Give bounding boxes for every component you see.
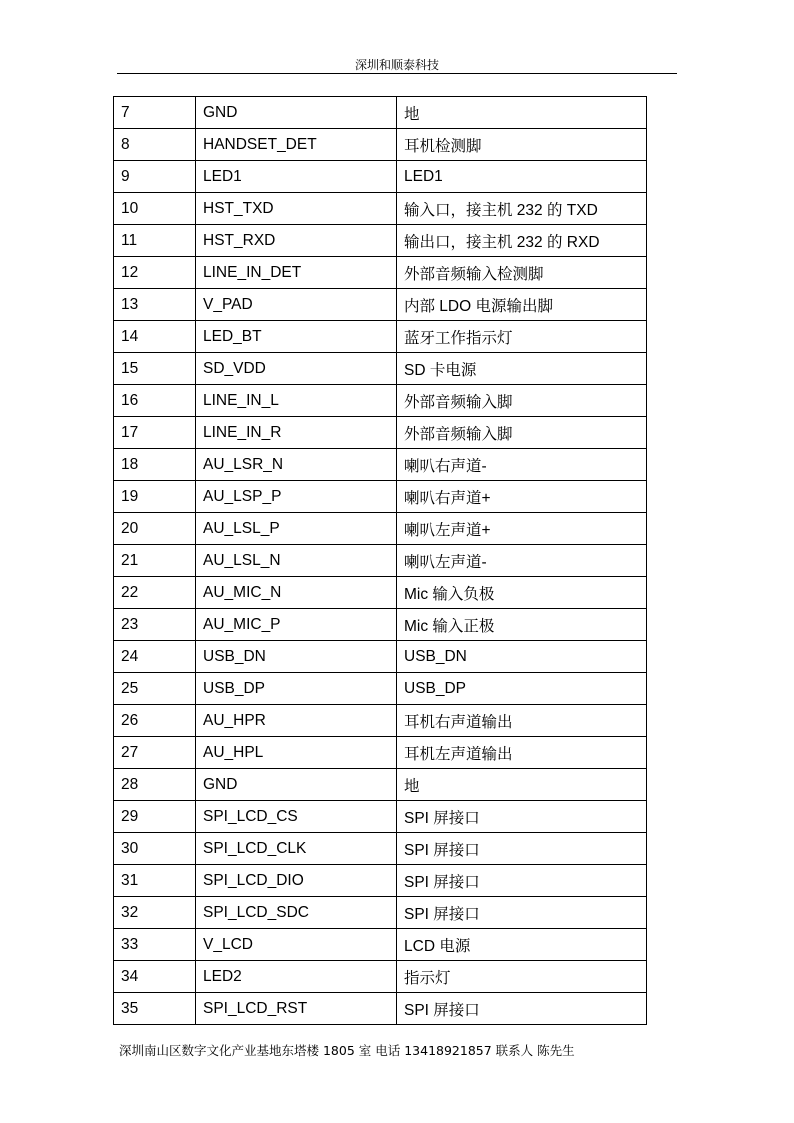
pin-number-cell: 7 [114,97,196,129]
pin-description-cell: LED1 [397,161,647,193]
table-row [114,897,647,929]
pin-name-cell: USB_DN [196,641,397,673]
header-divider [117,73,677,74]
pin-name-cell: LED2 [196,961,397,993]
table-row [114,353,647,385]
pin-description-cell: 喇叭左声道+ [397,513,647,545]
pin-number-cell: 32 [114,897,196,929]
pin-number-cell: 27 [114,737,196,769]
pin-name-cell: HST_RXD [196,225,397,257]
table-row [114,577,647,609]
pin-number-cell: 25 [114,673,196,705]
table-row [114,225,647,257]
table-row [114,545,647,577]
table-row [114,129,647,161]
table-row [114,929,647,961]
pin-number-cell: 23 [114,609,196,641]
pin-name-cell: AU_MIC_P [196,609,397,641]
pin-description-cell: 输入口，接主机 232 的 TXD [397,193,647,225]
pin-description-cell: 外部音频输入脚 [397,385,647,417]
table-row [114,801,647,833]
table-row [114,513,647,545]
pin-description-cell: 输出口，接主机 232 的 RXD [397,225,647,257]
pin-description-cell: 喇叭右声道+ [397,481,647,513]
pin-name-cell: GND [196,769,397,801]
pin-name-cell: LINE_IN_R [196,417,397,449]
pin-description-cell: Mic 输入正极 [397,609,647,641]
pin-name-cell: V_PAD [196,289,397,321]
pin-name-cell: USB_DP [196,673,397,705]
pin-table-body [114,97,647,1025]
pin-name-cell: LED_BT [196,321,397,353]
pin-name-cell: LINE_IN_L [196,385,397,417]
pin-number-cell: 33 [114,929,196,961]
pin-description-cell: 地 [397,769,647,801]
table-row [114,449,647,481]
pin-name-cell: SPI_LCD_CS [196,801,397,833]
pin-description-cell: 外部音频输入脚 [397,417,647,449]
pin-number-cell: 16 [114,385,196,417]
table-row [114,321,647,353]
pin-number-cell: 13 [114,289,196,321]
pin-name-cell: AU_HPL [196,737,397,769]
pin-name-cell: SPI_LCD_DIO [196,865,397,897]
pin-number-cell: 26 [114,705,196,737]
pin-number-cell: 10 [114,193,196,225]
pin-number-cell: 31 [114,865,196,897]
pin-description-cell: 耳机右声道输出 [397,705,647,737]
pin-number-cell: 34 [114,961,196,993]
pin-name-cell: AU_MIC_N [196,577,397,609]
pin-description-cell: 指示灯 [397,961,647,993]
table-row [114,865,647,897]
pin-description-cell: SPI 屏接口 [397,993,647,1025]
pin-table [113,96,647,1025]
pin-name-cell: AU_LSL_N [196,545,397,577]
pin-number-cell: 15 [114,353,196,385]
table-row [114,833,647,865]
table-row [114,705,647,737]
pin-description-cell: 耳机检测脚 [397,129,647,161]
table-row [114,641,647,673]
pin-name-cell: HANDSET_DET [196,129,397,161]
pin-number-cell: 17 [114,417,196,449]
pin-name-cell: AU_LSR_N [196,449,397,481]
pin-description-cell: LCD 电源 [397,929,647,961]
pin-description-cell: 地 [397,97,647,129]
pin-number-cell: 9 [114,161,196,193]
pin-name-cell: AU_HPR [196,705,397,737]
table-row [114,257,647,289]
pin-name-cell: SD_VDD [196,353,397,385]
page-footer-address: 深圳南山区数字文化产业基地东塔楼 1805 室 电话 13418921857 联系人 陈先生 [119,1043,575,1058]
pin-description-cell: USB_DP [397,673,647,705]
pin-description-cell: 内部 LDO 电源输出脚 [397,289,647,321]
page-header-company: 深圳和顺泰科技 [354,58,439,72]
pin-name-cell: V_LCD [196,929,397,961]
pin-name-cell: SPI_LCD_RST [196,993,397,1025]
pin-number-cell: 28 [114,769,196,801]
pin-name-cell: SPI_LCD_CLK [196,833,397,865]
pin-number-cell: 18 [114,449,196,481]
pin-description-cell: SPI 屏接口 [397,865,647,897]
pin-description-cell: 外部音频输入检测脚 [397,257,647,289]
pin-name-cell: SPI_LCD_SDC [196,897,397,929]
pin-name-cell: LED1 [196,161,397,193]
table-row [114,737,647,769]
pin-number-cell: 12 [114,257,196,289]
pin-number-cell: 8 [114,129,196,161]
pin-number-cell: 22 [114,577,196,609]
pin-description-cell: 喇叭右声道- [397,449,647,481]
pin-number-cell: 24 [114,641,196,673]
pin-description-cell: SPI 屏接口 [397,801,647,833]
pin-number-cell: 19 [114,481,196,513]
pin-name-cell: GND [196,97,397,129]
table-row [114,993,647,1025]
pin-description-cell: Mic 输入负极 [397,577,647,609]
pin-number-cell: 29 [114,801,196,833]
table-row [114,193,647,225]
pin-number-cell: 35 [114,993,196,1025]
table-row [114,961,647,993]
table-row [114,385,647,417]
pin-description-cell: SPI 屏接口 [397,833,647,865]
table-row [114,769,647,801]
pin-number-cell: 30 [114,833,196,865]
pin-name-cell: AU_LSP_P [196,481,397,513]
pin-description-cell: 蓝牙工作指示灯 [397,321,647,353]
pin-number-cell: 21 [114,545,196,577]
table-row [114,481,647,513]
table-row [114,289,647,321]
pin-name-cell: AU_LSL_P [196,513,397,545]
pin-name-cell: HST_TXD [196,193,397,225]
pin-number-cell: 20 [114,513,196,545]
table-row [114,97,647,129]
table-row [114,417,647,449]
table-row [114,673,647,705]
table-row [114,609,647,641]
pin-number-cell: 11 [114,225,196,257]
pin-name-cell: LINE_IN_DET [196,257,397,289]
pin-description-cell: USB_DN [397,641,647,673]
pin-description-cell: 喇叭左声道- [397,545,647,577]
pin-description-cell: SD 卡电源 [397,353,647,385]
table-row [114,161,647,193]
pin-description-cell: SPI 屏接口 [397,897,647,929]
pin-description-cell: 耳机左声道输出 [397,737,647,769]
pin-number-cell: 14 [114,321,196,353]
